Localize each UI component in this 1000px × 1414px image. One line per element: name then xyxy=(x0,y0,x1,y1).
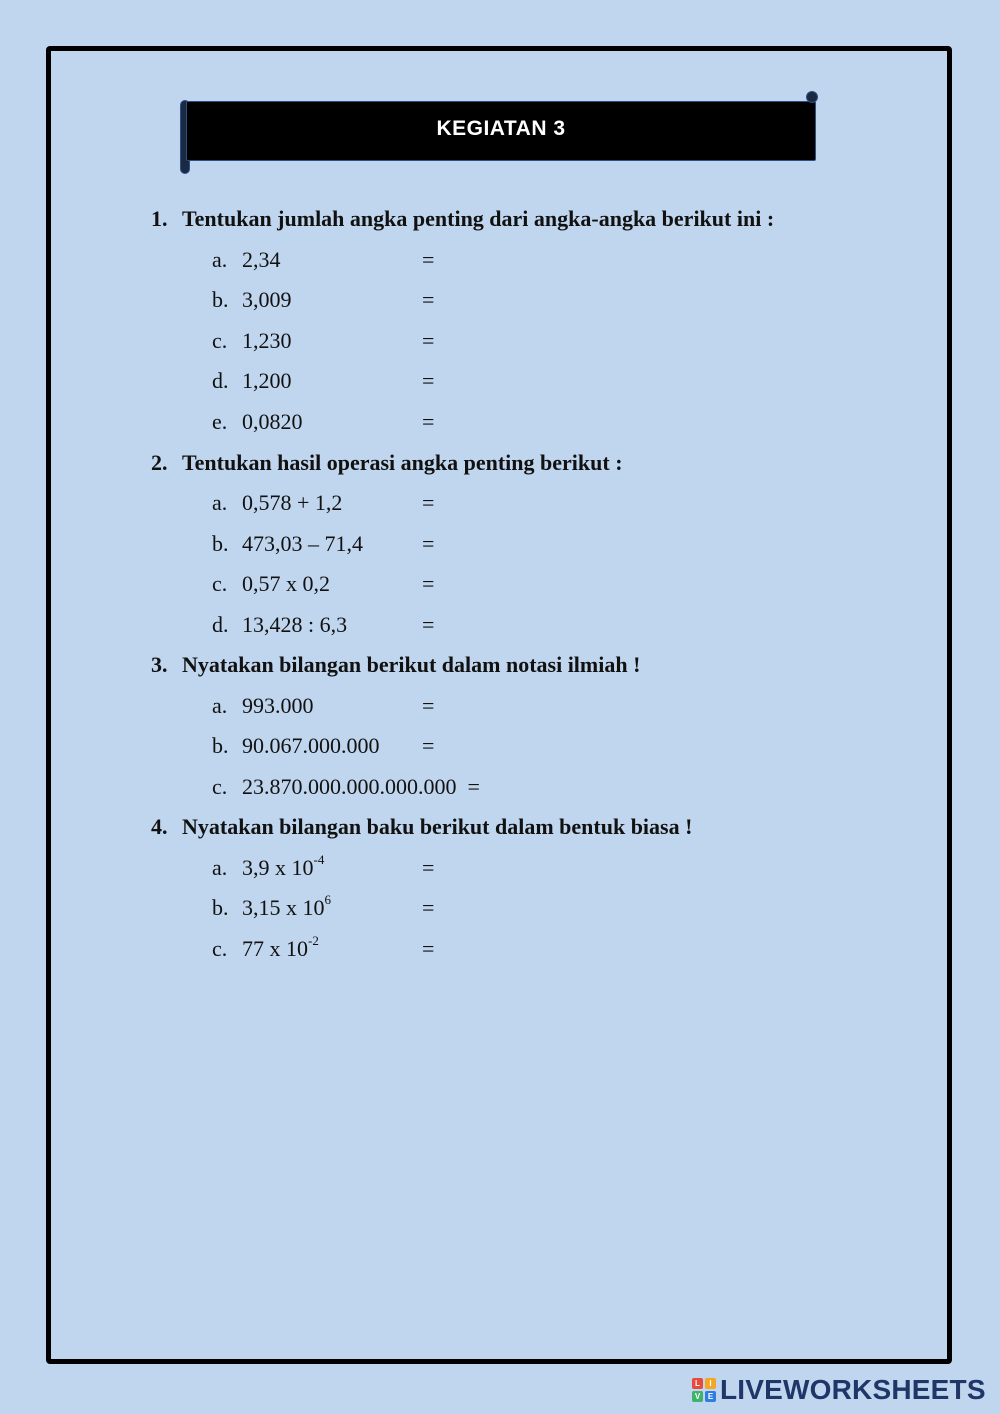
item-exponent: -2 xyxy=(308,933,319,948)
item-letter: b. xyxy=(212,287,229,312)
item-exponent: -4 xyxy=(313,852,325,867)
equals-sign: = xyxy=(422,409,435,434)
item-letter: a. xyxy=(212,855,228,880)
item-letter: c. xyxy=(212,328,228,353)
item-expression: 23.870.000.000.000.000 = xyxy=(242,774,480,799)
question-number: 1. xyxy=(151,206,168,231)
equals-sign: = xyxy=(422,895,435,920)
item-letter: a. xyxy=(212,693,228,718)
equals-sign: = xyxy=(422,368,435,393)
item-letter: b. xyxy=(212,895,229,920)
item-expression: 473,03 – 71,4 xyxy=(242,531,363,556)
list-item xyxy=(212,409,303,435)
item-letter: c. xyxy=(212,571,228,596)
logo-letter-l: L xyxy=(692,1378,703,1389)
item-expression: 3,009 xyxy=(242,287,292,312)
equals-sign: = xyxy=(422,287,435,312)
equals-sign: = xyxy=(422,733,435,758)
logo-letter-e: E xyxy=(705,1391,716,1402)
question-1 xyxy=(151,206,774,232)
list-item xyxy=(212,733,380,759)
item-letter: b. xyxy=(212,733,229,758)
item-expression: 13,428 : 6,3 xyxy=(242,612,348,637)
list-item xyxy=(212,531,363,557)
logo-letter-i: I xyxy=(705,1378,716,1389)
item-letter: a. xyxy=(212,247,228,272)
question-number: 4. xyxy=(151,814,168,839)
item-expression: 90.067.000.000 xyxy=(242,733,380,758)
logo-letter-v: V xyxy=(692,1391,703,1402)
item-expression: 993.000 xyxy=(242,693,314,718)
item-letter: d. xyxy=(212,368,229,393)
equals-sign: = xyxy=(422,936,435,961)
liveworksheets-icon xyxy=(692,1378,716,1402)
equals-sign: = xyxy=(422,531,435,556)
question-text: Nyatakan bilangan baku berikut dalam bentuk biasa ! xyxy=(182,814,693,839)
list-item xyxy=(212,852,325,881)
question-2 xyxy=(151,450,623,476)
list-item xyxy=(212,892,331,921)
item-letter: e. xyxy=(212,409,228,434)
list-item xyxy=(212,933,319,962)
title-banner xyxy=(186,101,816,161)
list-item xyxy=(212,368,292,394)
item-letter: d. xyxy=(212,612,229,637)
equals-sign: = xyxy=(422,490,435,515)
item-letter: c. xyxy=(212,936,228,961)
question-number: 3. xyxy=(151,652,168,677)
question-text: Nyatakan bilangan berikut dalam notasi ilmiah ! xyxy=(182,652,641,677)
equals-sign: = xyxy=(422,571,435,596)
item-base: 77 x 10 xyxy=(242,936,308,961)
list-item xyxy=(212,571,330,597)
item-base: 3,15 x 10 xyxy=(242,895,325,920)
item-expression: 2,34 xyxy=(242,247,281,272)
brand-text: LIVEWORKSHEETS xyxy=(720,1374,986,1405)
list-item xyxy=(212,247,281,273)
item-exponent: 6 xyxy=(324,892,331,907)
question-text: Tentukan jumlah angka penting dari angka-angka berikut ini : xyxy=(182,206,775,231)
equals-sign: = xyxy=(422,612,435,637)
item-expression: 0,578 + 1,2 xyxy=(242,490,343,515)
list-item xyxy=(212,612,347,638)
page-title: KEGIATAN 3 xyxy=(436,117,566,140)
item-expression: 0,0820 xyxy=(242,409,303,434)
equals-sign: = xyxy=(422,247,435,272)
liveworksheets-logo[interactable] xyxy=(692,1374,986,1406)
equals-sign: = xyxy=(422,693,435,718)
list-item xyxy=(212,490,342,516)
item-letter: c. xyxy=(212,774,228,799)
item-expression: 1,200 xyxy=(242,368,292,393)
page-border xyxy=(46,46,952,1364)
question-4 xyxy=(151,814,692,840)
question-3 xyxy=(151,652,640,678)
list-item xyxy=(212,328,292,354)
item-letter: b. xyxy=(212,531,229,556)
item-letter: a. xyxy=(212,490,228,515)
scroll-curl-right-decoration xyxy=(806,91,818,103)
question-number: 2. xyxy=(151,450,168,475)
list-item xyxy=(212,287,292,313)
list-item xyxy=(212,693,314,719)
equals-sign: = xyxy=(422,328,435,353)
question-text: Tentukan hasil operasi angka penting berikut : xyxy=(182,450,623,475)
item-expression: 0,57 x 0,2 xyxy=(242,571,330,596)
equals-sign: = xyxy=(422,855,435,880)
item-base: 3,9 x 10 xyxy=(242,855,314,880)
list-item xyxy=(212,774,480,800)
item-expression: 1,230 xyxy=(242,328,292,353)
